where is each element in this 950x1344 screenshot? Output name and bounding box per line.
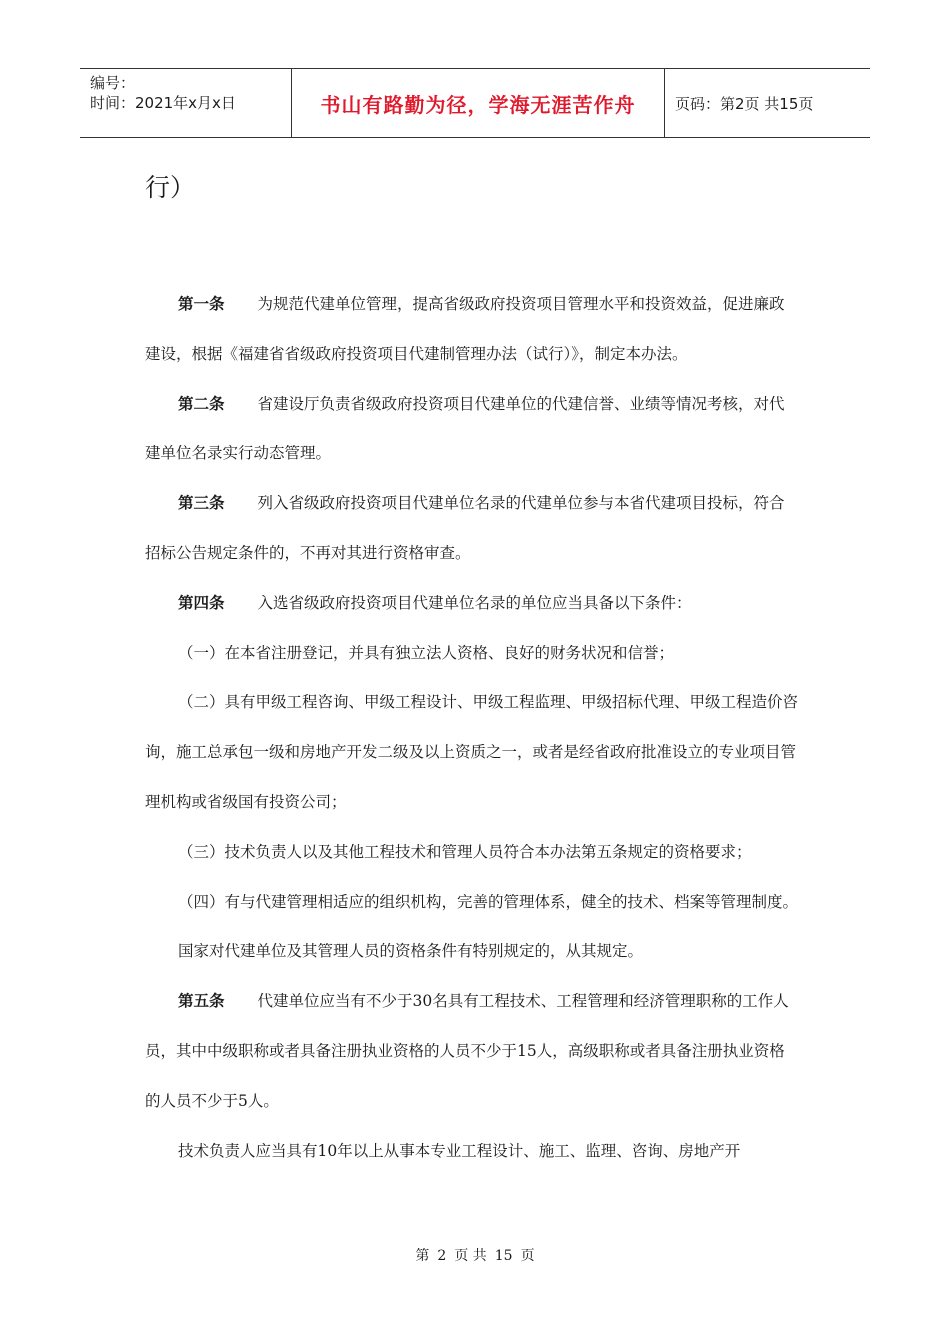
header-page-label: 页码：第2页 共15页 <box>675 94 814 113</box>
footer-mid: 页 共 <box>454 1248 487 1264</box>
number-label: 编号： <box>90 74 136 92</box>
footer-suffix: 页 <box>520 1248 535 1264</box>
article-label: 第五条 <box>178 992 225 1011</box>
paragraph-9: 国家对代建单位及其管理人员的资格条件有特别规定的，从其规定。 <box>178 942 644 961</box>
title-fragment: 行） <box>145 173 196 202</box>
paragraph-text: 列入省级政府投资项目代建单位名录的代建单位参与本省代建项目投标，符合招标公告规定条件的，不再对其进行资格审查。 <box>145 494 785 562</box>
footer-total-pages: 15 <box>494 1248 513 1264</box>
footer-page-number: 2 <box>437 1248 447 1264</box>
paragraph-text: 代建单位应当有不少于30名具有工程技术、工程管理和经济管理职称的工作人员，其中中级职称或者具备注册执业资格的人员不少于15人，高级职称或者具备注册执业资格的人员不少于5人。 <box>145 992 789 1110</box>
time-label: 时间：2021年x月x日 <box>90 94 236 112</box>
paragraph-5: （一）在本省注册登记，并具有独立法人资格、良好的财务状况和信誉； <box>178 643 675 662</box>
paragraph-6: （二）具有甲级工程咨询、甲级工程设计、甲级工程监理、甲级招标代理、甲级工程造价咨询，施工总承包一级和房地产开发二级及以上资质之一，或者是经省政府批准设立的专业项目管理机构或省级国有投资公司； <box>145 693 799 811</box>
paragraph-3 <box>145 479 800 579</box>
paragraph-7: （三）技术负责人以及其他工程技术和管理人员符合本办法第五条规定的资格要求； <box>178 842 752 861</box>
paragraph-text: 入选省级政府投资项目代建单位名录的单位应当具备以下条件： <box>257 593 692 612</box>
article-label: 第四条 <box>178 593 225 612</box>
header-motto: 书山有路勤为径，学海无涯苦作舟 <box>292 69 665 137</box>
paragraph-2 <box>145 380 800 480</box>
page-footer <box>0 1245 950 1265</box>
paragraph-8: （四）有与代建管理相适应的组织机构，完善的管理体系，健全的技术、档案等管理制度。 <box>178 892 799 911</box>
article-label: 第二条 <box>178 394 225 413</box>
footer-prefix: 第 <box>415 1248 430 1264</box>
paragraph-text: 省建设厅负责省级政府投资项目代建单位的代建信誉、业绩等情况考核，对代建单位名录实行动态管理。 <box>145 394 785 463</box>
paragraph-10 <box>145 977 800 1126</box>
header-meta <box>80 69 292 137</box>
paragraph-4 <box>145 579 800 629</box>
paragraph-11: 技术负责人应当具有10年以上从事本专业工程设计、施工、监理、咨询、房地产开 <box>178 1141 741 1160</box>
document-body <box>145 280 800 1176</box>
paragraph-text: 为规范代建单位管理，提高省级政府投资项目管理水平和投资效益，促进廉政建设，根据《福建省省级政府投资项目代建制管理办法（试行）》，制定本办法。 <box>145 295 785 363</box>
article-label: 第三条 <box>178 494 225 513</box>
paragraph-1 <box>145 280 800 380</box>
article-label: 第一条 <box>178 295 225 313</box>
page-header <box>80 68 870 138</box>
